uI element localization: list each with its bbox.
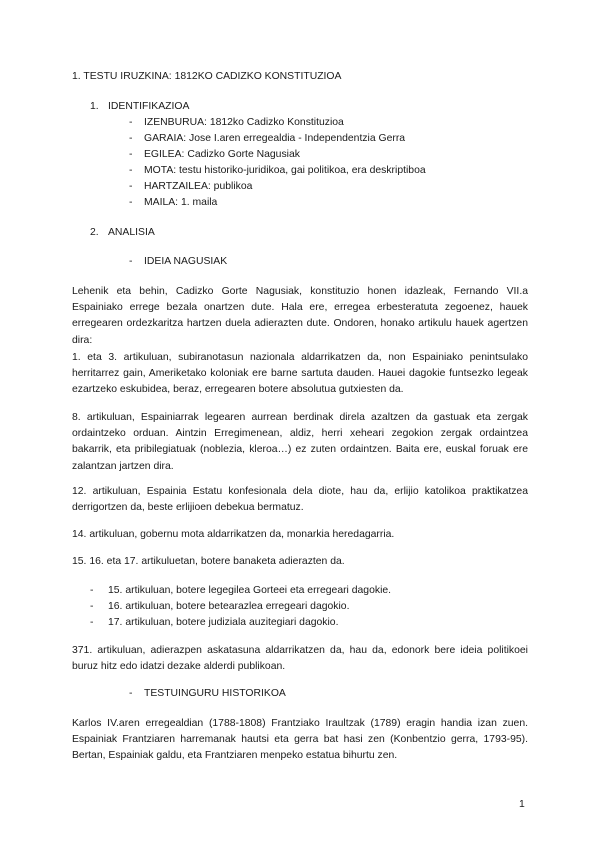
paragraph-article-1-3: 1. eta 3. artikuluan, subiranotasun nazionala aldarrikatzen da, non Espainiako penintsulako herritarrez gain, Ameriketako koloniak ere barne sartuta dauden. Hauei dagokie funtsezko legeak ezartzeko eskubidea, beraz, erregearen botere absolutua gutxiesten da. [72,352,528,396]
section1-number: 1. [90,101,99,112]
paragraph-history: Karlos IV.aren erregealdian (1788-1808) Frantziako Iraultzak (1789) eragin handia izan zuen. Espainiak Frantziaren harremanak hautsi eta gerra bat hasi zen (Konbentzio gerra, 1793-95). Bertan, Espainiak galdu, eta Frantziaren menpeko estatua bihurtu zen. [72,718,528,762]
section2-title: ANALISIA [108,227,155,238]
section2-number: 2. [90,227,99,238]
paragraph-article-14: 14. artikuluan, gobernu mota aldarrikatzen da, monarkia heredagarria. [72,529,395,540]
list-item: HARTZAILEA: publikoa [144,181,253,192]
paragraph-article-8: 8. artikuluan, Espainiarrak legearen aurrean berdinak direla azaltzen da gastuak eta zergak ordaintzeko orduan. Aintzin Erregimenean, aldiz, herri xeheari zegokion zergak ordaintzea bakarrik, eta pribilegiatuak (noblezia, kleroa…) ez zuten ordaintzen. Baita ere, euskal foruak ere zalantzan jartzen dira. [72,412,528,472]
paragraph-article-371: 371. artikuluan, adierazpen askatasuna aldarrikatzen da, hau da, edonork bere ideia politikoei buruz hitz edo idatzi dezake alderdi publikoan. [72,645,528,673]
section1-title: IDENTIFIKAZIOA [108,101,190,112]
list-item: 17. artikuluan, botere judiziala auzitegiari dagokio. [108,617,339,628]
list-dash: - [90,617,94,628]
list-dash: - [129,165,133,176]
list-item: EGILEA: Cadizko Gorte Nagusiak [144,149,300,160]
list-item: 16. artikuluan, botere betearazlea erregeari dagokio. [108,601,350,612]
list-dash: - [129,149,133,160]
subheading-dash: - [129,688,133,699]
subheading-dash: - [129,256,133,267]
list-dash: - [90,601,94,612]
list-dash: - [129,117,133,128]
list-item: IZENBURUA: 1812ko Cadizko Konstituzioa [144,117,344,128]
paragraph-intro: Lehenik eta behin, Cadizko Gorte Nagusiak, konstituzio honen idazleak, Fernando VII.a Espainiako errege bezala onartzen dute. Hala ere, erregea erbesteratuta zegoenez, hauek erregearen ordezkaritza hartzen duela adierazten dute. Ondoren, honako artikulu hauek agertzen dira: [72,286,528,346]
page-number: 1 [519,799,525,810]
subheading-ideia-nagusiak: IDEIA NAGUSIAK [144,256,228,267]
list-dash: - [129,197,133,208]
list-item: MAILA: 1. maila [144,197,218,208]
paragraph-articles-15-17: 15. 16. eta 17. artikuluetan, botere banaketa adierazten da. [72,556,345,567]
document-heading: 1. TESTU IRUZKINA: 1812KO CADIZKO KONSTITUZIOA [72,71,342,82]
list-dash: - [129,133,133,144]
list-item: GARAIA: Jose I.aren erregealdia - Independentzia Gerra [144,133,406,144]
list-item: 15. artikuluan, botere legegilea Gorteei eta erregeari dagokie. [108,585,392,596]
list-item: MOTA: testu historiko-juridikoa, gai politikoa, era deskriptiboa [144,165,426,176]
list-dash: - [129,181,133,192]
subheading-testuinguru-historikoa: TESTUINGURU HISTORIKOA [144,688,286,699]
paragraph-article-12: 12. artikuluan, Espainia Estatu konfesionala dela diote, hau da, erlijio katolikoa praktikatzea derrigortzen da, beste erlijioen debekua bermatuz. [72,486,528,514]
list-dash: - [90,585,94,596]
